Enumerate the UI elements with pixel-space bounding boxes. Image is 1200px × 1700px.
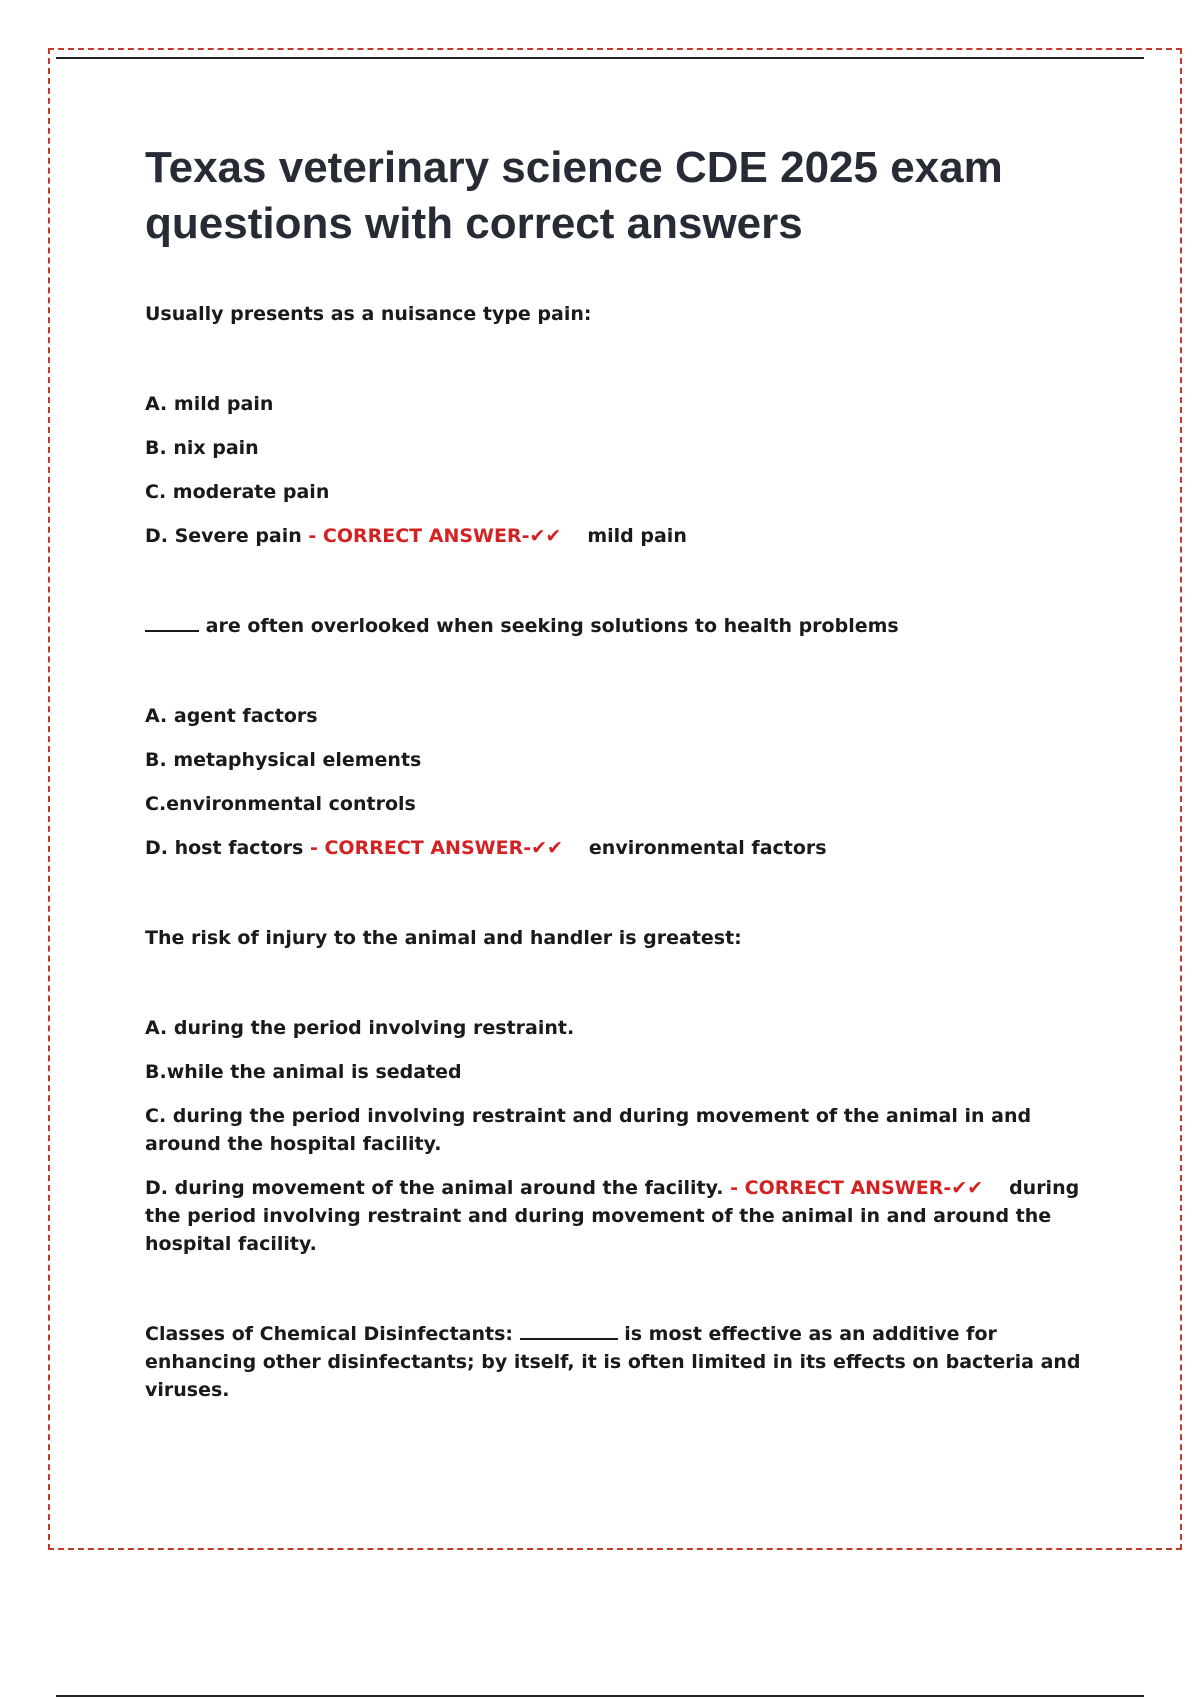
- question-2-option-a: A. agent factors: [145, 705, 318, 727]
- question-1-option-d-text: D. Severe pain: [145, 525, 302, 547]
- correct-answer-label: - CORRECT ANSWER-✔✔: [308, 525, 562, 547]
- question-2-option-d-text: D. host factors: [145, 837, 304, 859]
- question-2-option-b: B. metaphysical elements: [145, 749, 422, 771]
- question-3-option-d-text: D. during movement of the animal around the facility.: [145, 1177, 724, 1199]
- question-4-prompt-end: is most effective as an additive for enhancing other disinfectants; by itself, it is often limited in its effects on bacteria and viruses.: [145, 1323, 1081, 1401]
- question-2-prompt: [145, 612, 1095, 640]
- question-4: [145, 1320, 1095, 1404]
- question-1-prompt: Usually presents as a nuisance type pain:: [145, 303, 592, 325]
- question-1-option-d: [145, 522, 1095, 550]
- question-3-answer: during the period involving restraint and during movement of the animal in and around the hospital facility.: [145, 1177, 1080, 1255]
- question-2: [145, 612, 1095, 862]
- fill-in-blank: [145, 612, 199, 632]
- question-1-answer: mild pain: [587, 525, 687, 547]
- question-3-option-d: [145, 1174, 1095, 1258]
- correct-answer-label: - CORRECT ANSWER-✔✔: [309, 837, 563, 859]
- document-body: [145, 140, 1095, 1466]
- correct-answer-label: - CORRECT ANSWER-✔✔: [730, 1177, 984, 1199]
- header-rule: [56, 57, 1144, 59]
- question-2-option-c: C.environmental controls: [145, 793, 416, 815]
- question-3-prompt: The risk of injury to the animal and handler is greatest:: [145, 927, 742, 949]
- question-2-prompt-text: are often overlooked when seeking solutions to health problems: [205, 615, 899, 637]
- document-title: Texas veterinary science CDE 2025 exam questions with correct answers: [145, 143, 1003, 248]
- question-4-prompt: [145, 1320, 1095, 1404]
- footer-rule: [56, 1695, 1144, 1697]
- question-2-option-d: [145, 834, 1095, 862]
- question-1-option-b: B. nix pain: [145, 437, 259, 459]
- fill-in-blank: [520, 1320, 618, 1340]
- question-3-option-a: A. during the period involving restraint.: [145, 1017, 575, 1039]
- question-3-option-c: C. during the period involving restraint and during movement of the animal in and around the hospital facility.: [145, 1105, 1032, 1155]
- question-1: [145, 300, 1095, 550]
- question-1-option-a: A. mild pain: [145, 393, 274, 415]
- question-1-option-c: C. moderate pain: [145, 481, 330, 503]
- question-2-answer: environmental factors: [588, 837, 827, 859]
- question-4-prompt-start: Classes of Chemical Disinfectants:: [145, 1323, 513, 1345]
- question-3-option-b: B.while the animal is sedated: [145, 1061, 462, 1083]
- question-3: [145, 924, 1095, 1258]
